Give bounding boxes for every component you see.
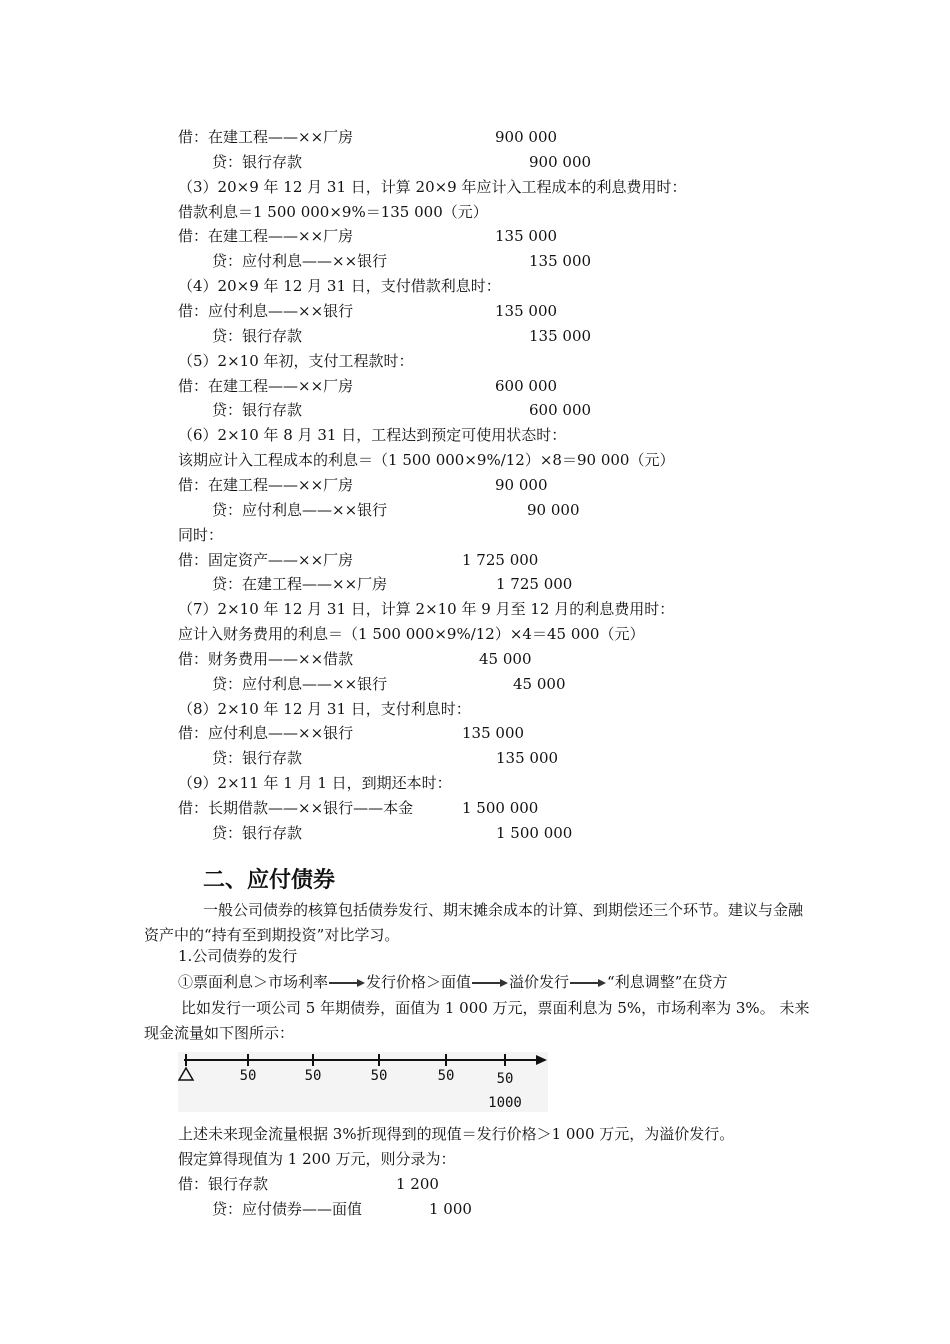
entry-line xyxy=(178,448,778,472)
entry-text: （8）2×10 年 12 月 31 日，支付利息时： xyxy=(178,699,471,718)
entry-line xyxy=(178,796,778,820)
timeline-label: 50 xyxy=(437,1068,455,1084)
entry-text: 贷：应付利息——××银行 xyxy=(212,252,388,271)
entry-line xyxy=(178,349,778,373)
entry-line xyxy=(178,548,778,572)
entry-line xyxy=(178,672,778,696)
entry-text: 借：固定资产——××厂房 xyxy=(178,550,354,569)
entry-amount: 90 000 xyxy=(527,500,580,519)
entry-text: 贷：银行存款 xyxy=(212,152,303,171)
entry-amount: 45 000 xyxy=(479,649,532,668)
entry-debit xyxy=(178,1172,578,1196)
entry-text: （9）2×11 年 1 月 1 日，到期还本时： xyxy=(178,774,452,793)
entry-text: 贷：应付利息——××银行 xyxy=(212,500,388,519)
entry-credit xyxy=(178,1197,578,1221)
entry-debit-account: 借：银行存款 xyxy=(178,1175,269,1193)
entry-amount: 135 000 xyxy=(529,252,592,271)
entry-line xyxy=(178,324,778,348)
entry-line xyxy=(178,523,778,547)
entry-amount: 900 000 xyxy=(495,128,558,146)
flow-step-2: 发行价格＞面值 xyxy=(366,973,472,991)
entry-line xyxy=(178,697,778,721)
flow-step-4: “利息调整”在贷方 xyxy=(607,973,728,991)
entry-text: 借：在建工程——××厂房 xyxy=(178,475,354,494)
entry-line xyxy=(178,125,778,149)
entry-amount: 600 000 xyxy=(529,401,592,420)
entry-amount: 1 500 000 xyxy=(496,823,573,842)
entry-line xyxy=(178,249,778,273)
section-heading: 二、应付债券 xyxy=(203,868,336,893)
entry-line xyxy=(178,473,778,497)
entry-text: 应计入财务费用的利息＝（1 500 000×9%/12）×4＝45 000（元） xyxy=(178,625,645,643)
entry-text: 贷：银行存款 xyxy=(212,749,303,768)
timeline-label: 50 xyxy=(370,1068,388,1084)
entry-line xyxy=(178,150,778,174)
entry-text: 借：应付利息——××银行 xyxy=(178,724,354,743)
entry-text: 贷：银行存款 xyxy=(212,326,303,345)
entry-text: （7）2×10 年 12 月 31 日，计算 2×10 年 9 月至 12 月的利息费用时： xyxy=(178,600,675,619)
entry-amount: 900 000 xyxy=(529,152,592,171)
entry-line xyxy=(178,498,778,522)
arrow-right-icon xyxy=(472,978,508,988)
entry-text: 借：应付利息——××银行 xyxy=(178,302,354,320)
subheading-issuance: 1.公司债券的发行 xyxy=(178,947,298,965)
entry-line xyxy=(178,572,778,596)
timeline-label: 50 xyxy=(496,1071,514,1087)
entry-amount: 600 000 xyxy=(495,376,558,395)
timeline-svg xyxy=(178,1052,548,1112)
entry-debit-amount: 1 200 xyxy=(396,1175,439,1193)
entry-text: （6）2×10 年 8 月 31 日，工程达到预定可使用状态时： xyxy=(178,426,567,445)
flow-line xyxy=(178,970,727,994)
entry-text: 贷：银行存款 xyxy=(212,401,303,420)
assume-text: 假定算得现值为 1 200 万元，则分录为： xyxy=(178,1150,456,1168)
entry-line xyxy=(178,274,778,298)
start-triangle-icon xyxy=(179,1068,193,1080)
entry-text: （4）20×9 年 12 月 31 日，支付借款利息时： xyxy=(178,277,501,296)
entry-amount: 1 725 000 xyxy=(496,575,573,594)
after-text: 上述未来现金流量根据 3%折现得到的现值＝发行价格＞1 000 万元，为溢价发行。 xyxy=(178,1125,735,1143)
entry-credit-account: 贷：应付债券——面值 xyxy=(212,1200,363,1218)
entry-amount: 135 000 xyxy=(495,302,558,320)
entry-line xyxy=(178,721,778,745)
entry-credit-amount: 1 000 xyxy=(429,1200,472,1218)
entry-amount: 135 000 xyxy=(495,227,558,246)
entry-line xyxy=(178,175,778,199)
entry-text: 借：在建工程——××厂房 xyxy=(178,128,354,146)
entry-line xyxy=(178,423,778,447)
entry-amount: 90 000 xyxy=(495,475,548,494)
cash-flow-timeline xyxy=(178,1052,548,1112)
entry-line xyxy=(178,200,778,224)
entry-text: 贷：银行存款 xyxy=(212,823,303,842)
entry-text: 贷：在建工程——××厂房 xyxy=(212,575,388,594)
entry-line xyxy=(178,746,778,770)
entry-line xyxy=(178,398,778,422)
entry-line xyxy=(178,299,778,323)
timeline-label: 50 xyxy=(304,1068,322,1084)
entry-text: 该期应计入工程成本的利息＝（1 500 000×9%/12）×8＝90 000（元） xyxy=(178,451,675,470)
entry-text: 借：长期借款——××银行——本金 xyxy=(178,799,414,817)
flow-step-1: ①票面利息＞市场利率 xyxy=(178,973,329,991)
entry-line xyxy=(178,821,778,845)
entry-text: 借款利息＝1 500 000×9%＝135 000（元） xyxy=(178,202,488,221)
entry-text: （3）20×9 年 12 月 31 日，计算 20×9 年应计入工程成本的利息费用时： xyxy=(178,177,687,196)
entry-line xyxy=(178,374,778,398)
entry-line xyxy=(178,647,778,671)
entry-line xyxy=(178,597,778,621)
entry-text: 贷：应付利息——××银行 xyxy=(212,674,388,693)
arrow-right-icon xyxy=(570,978,606,988)
timeline-final-label: 1000 xyxy=(488,1095,522,1111)
entry-line xyxy=(178,224,778,248)
timeline-arrowhead xyxy=(536,1055,547,1065)
entry-amount: 135 000 xyxy=(462,724,525,743)
entry-amount: 45 000 xyxy=(513,674,566,693)
flow-step-3: 溢价发行 xyxy=(509,973,570,991)
entry-text: 借：在建工程——××厂房 xyxy=(178,227,354,246)
entry-line xyxy=(178,622,778,646)
entry-text: （5）2×10 年初，支付工程款时： xyxy=(178,351,414,370)
entry-text: 同时： xyxy=(178,525,224,544)
intro-paragraph: 一般公司债券的核算包括债券发行、期末摊余成本的计算、到期偿还三个环节。建议与金融资产中的“持有至到期投资”对比学习。 xyxy=(144,901,804,944)
entry-line xyxy=(178,771,778,795)
entry-amount: 135 000 xyxy=(529,326,592,345)
entry-amount: 1 500 000 xyxy=(462,799,539,817)
arrow-right-icon xyxy=(329,978,365,988)
entry-text: 借：在建工程——××厂房 xyxy=(178,376,354,395)
entry-amount: 1 725 000 xyxy=(462,550,539,569)
example-paragraph: 比如发行一项公司 5 年期债券，面值为 1 000 万元，票面利息为 5%，市场利率为 3%。 未来现金流量如下图所示： xyxy=(144,999,810,1042)
entry-text: 借：财务费用——××借款 xyxy=(178,649,354,668)
timeline-label: 50 xyxy=(239,1068,257,1084)
entry-amount: 135 000 xyxy=(496,749,559,768)
